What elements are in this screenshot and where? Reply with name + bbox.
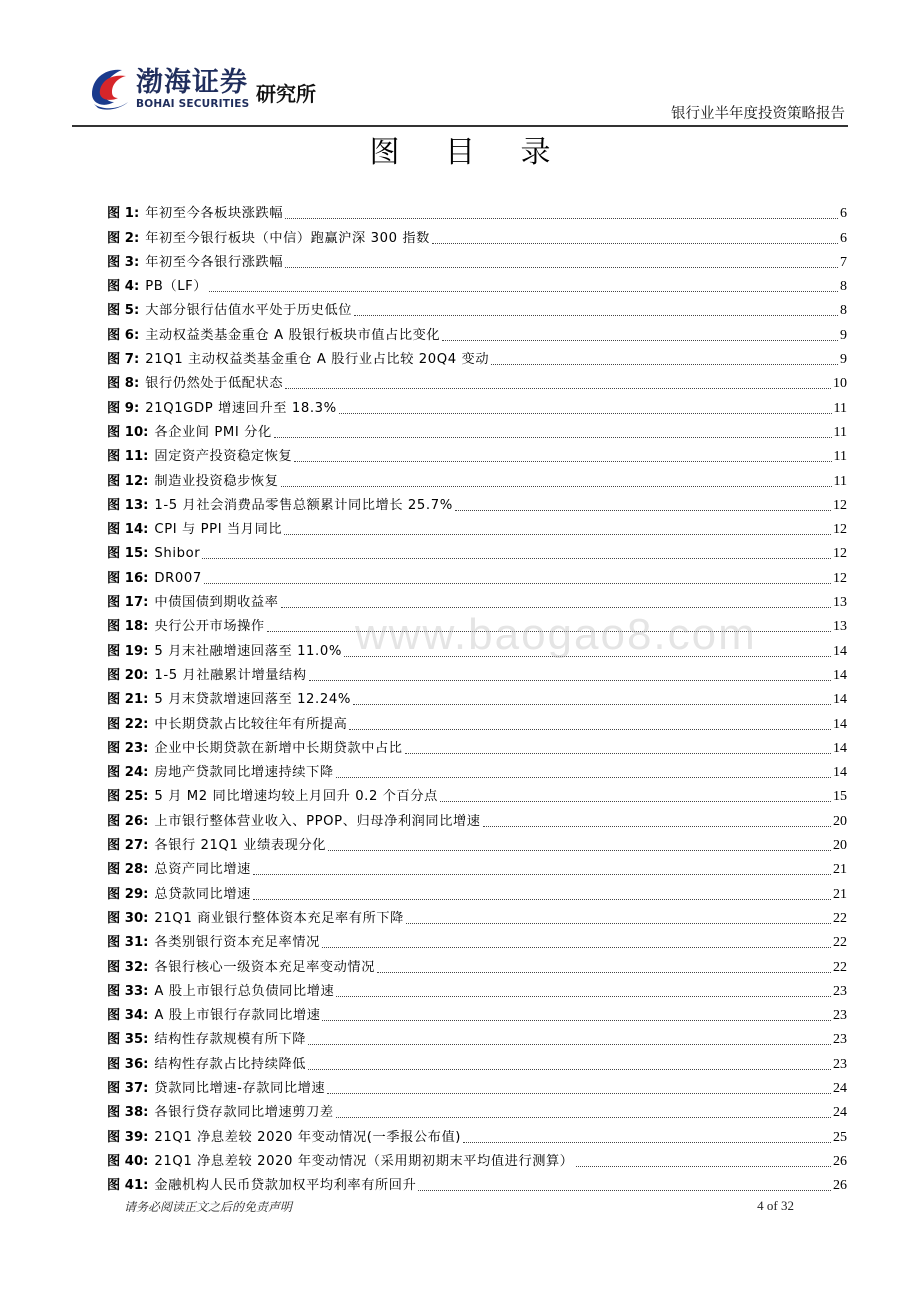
toc-entry[interactable]	[107, 515, 847, 539]
toc-entry-label: 图 41:	[107, 1178, 149, 1194]
toc-entry[interactable]	[107, 393, 847, 417]
toc-entry-page: 13	[833, 619, 847, 635]
toc-entry[interactable]	[107, 782, 847, 806]
toc-entry-page: 8	[840, 303, 847, 319]
toc-entry-leader	[339, 413, 832, 414]
toc-entry-title: 结构性存款占比持续降低	[154, 1056, 307, 1072]
toc-entry[interactable]	[107, 855, 847, 879]
toc-entry-label: 图 30:	[107, 910, 149, 926]
toc-entry[interactable]	[107, 418, 847, 442]
toc-entry-leader	[204, 583, 831, 584]
toc-entry-leader	[202, 558, 831, 559]
toc-entry-label: 图 9:	[107, 400, 140, 416]
toc-entry-leader	[377, 972, 831, 973]
toc-entry[interactable]	[107, 563, 847, 587]
toc-entry-title: PB（LF）	[145, 279, 208, 295]
toc-entry[interactable]	[107, 1074, 847, 1098]
toc-entry-leader	[353, 704, 831, 705]
toc-entry-title: 1-5 月社会消费品零售总额累计同比增长 25.7%	[154, 497, 453, 513]
toc-entry-label: 图 15:	[107, 546, 149, 562]
toc-entry-leader	[440, 801, 831, 802]
toc-entry-page: 24	[833, 1105, 847, 1121]
toc-entry-label: 图 18:	[107, 619, 149, 635]
toc-entry-title: A 股上市银行存款同比增速	[154, 1008, 321, 1024]
toc-entry-leader	[432, 243, 838, 244]
toc-entry-leader	[405, 753, 831, 754]
toc-entry-label: 图 17:	[107, 595, 149, 611]
logo-english-name: BOHAI SECURITIES	[136, 98, 250, 110]
toc-entry-leader	[281, 607, 832, 608]
toc-entry-title: 5 月 M2 同比增速均较上月回升 0.2 个百分点	[154, 789, 438, 805]
toc-entry-leader	[253, 874, 831, 875]
header-divider	[72, 125, 848, 127]
figure-list	[107, 199, 847, 1195]
toc-entry-label: 图 6:	[107, 327, 140, 343]
toc-entry-title: 5 月末社融增速回落至 11.0%	[154, 643, 342, 659]
toc-entry[interactable]	[107, 806, 847, 830]
toc-entry-leader	[253, 899, 831, 900]
toc-entry[interactable]	[107, 588, 847, 612]
toc-entry-label: 图 11:	[107, 449, 149, 465]
toc-entry-label: 图 32:	[107, 959, 149, 975]
toc-entry[interactable]	[107, 223, 847, 247]
bohai-logo-icon	[86, 64, 132, 112]
toc-entry-label: 图 40:	[107, 1153, 149, 1169]
toc-entry-label: 图 19:	[107, 643, 149, 659]
toc-entry-leader	[491, 364, 838, 365]
toc-entry-title: 总贷款同比增速	[154, 886, 251, 902]
toc-entry[interactable]	[107, 1025, 847, 1049]
toc-entry-label: 图 1:	[107, 206, 140, 222]
toc-entry[interactable]	[107, 320, 847, 344]
toc-entry[interactable]	[107, 1147, 847, 1171]
toc-entry-leader	[327, 1093, 831, 1094]
toc-entry-title: 21Q1 净息差较 2020 年变动情况（采用期初期末平均值进行测算）	[154, 1153, 574, 1169]
toc-entry-title: 固定资产投资稳定恢复	[154, 449, 293, 465]
page-header	[0, 0, 920, 130]
toc-entry[interactable]	[107, 1001, 847, 1025]
toc-entry-label: 图 28:	[107, 862, 149, 878]
toc-entry[interactable]	[107, 734, 847, 758]
toc-entry[interactable]	[107, 952, 847, 976]
toc-entry-leader	[284, 534, 831, 535]
toc-entry-title: 贷款同比增速-存款同比增速	[154, 1080, 326, 1096]
toc-entry-leader	[274, 437, 832, 438]
toc-entry-title: 21Q1 商业银行整体资本充足率有所下降	[154, 910, 404, 926]
toc-entry-leader	[406, 923, 831, 924]
toc-entry-title: 各银行 21Q1 业绩表现分化	[154, 838, 327, 854]
toc-entry-page: 9	[840, 352, 847, 368]
toc-entry-page: 25	[833, 1129, 847, 1145]
toc-entry-page: 14	[833, 667, 847, 683]
toc-entry-title: 各银行核心一级资本充足率变动情况	[154, 959, 376, 975]
toc-entry-label: 图 37:	[107, 1080, 149, 1096]
toc-entry-label: 图 25:	[107, 789, 149, 805]
toc-entry-leader	[285, 218, 838, 219]
toc-entry-leader	[209, 291, 838, 292]
toc-entry-leader	[285, 388, 831, 389]
toc-entry-page: 8	[840, 279, 847, 295]
toc-entry-leader	[308, 1069, 831, 1070]
toc-entry-leader	[354, 315, 838, 316]
toc-entry-page: 12	[833, 497, 847, 513]
toc-entry-title: 1-5 月社融累计增量结构	[154, 667, 307, 683]
toc-entry-page: 22	[833, 935, 847, 951]
toc-entry-title: 年初至今各银行涨跌幅	[145, 254, 284, 270]
toc-entry-page: 12	[833, 522, 847, 538]
toc-entry[interactable]	[107, 466, 847, 490]
toc-entry-title: 房地产贷款同比增速持续下降	[154, 765, 334, 781]
toc-entry-title: 央行公开市场操作	[154, 619, 265, 635]
toc-entry-leader	[308, 1044, 831, 1045]
toc-entry[interactable]	[107, 928, 847, 952]
toc-entry-page: 14	[833, 692, 847, 708]
toc-entry-page: 6	[840, 206, 847, 222]
toc-entry-label: 图 2:	[107, 230, 140, 246]
toc-entry-leader	[576, 1166, 831, 1167]
toc-entry-label: 图 8:	[107, 376, 140, 392]
toc-entry-title: DR007	[154, 570, 202, 586]
toc-entry-title: 中债国债到期收益率	[154, 595, 279, 611]
toc-entry-page: 6	[840, 230, 847, 246]
toc-entry-title: Shibor	[154, 546, 201, 562]
toc-entry-leader	[322, 947, 831, 948]
toc-entry[interactable]	[107, 1098, 847, 1122]
toc-entry-page: 23	[833, 1056, 847, 1072]
toc-entry[interactable]	[107, 831, 847, 855]
toc-entry-label: 图 16:	[107, 570, 149, 586]
toc-entry[interactable]	[107, 758, 847, 782]
toc-entry-leader	[309, 680, 831, 681]
toc-entry-leader	[483, 826, 831, 827]
toc-entry[interactable]	[107, 661, 847, 685]
toc-entry-page: 7	[840, 254, 847, 270]
toc-entry-label: 图 35:	[107, 1032, 149, 1048]
toc-entry-title: 中长期贷款占比较往年有所提高	[154, 716, 348, 732]
toc-entry-page: 20	[833, 813, 847, 829]
toc-entry[interactable]	[107, 345, 847, 369]
toc-entry[interactable]	[107, 442, 847, 466]
toc-entry-label: 图 14:	[107, 522, 149, 538]
toc-entry-page: 11	[833, 473, 847, 489]
toc-entry[interactable]	[107, 248, 847, 272]
toc-entry-label: 图 5:	[107, 303, 140, 319]
toc-entry-title: 制造业投资稳步恢复	[154, 473, 279, 489]
toc-entry-leader	[281, 486, 832, 487]
toc-entry-title: CPI 与 PPI 当月同比	[154, 522, 283, 538]
toc-entry-title: 总资产同比增速	[154, 862, 251, 878]
bohai-logo	[86, 64, 326, 120]
toc-entry-title: 银行仍然处于低配状态	[145, 376, 284, 392]
toc-entry-title: 主动权益类基金重仓 A 股银行板块市值占比变化	[145, 327, 441, 343]
toc-entry-label: 图 27:	[107, 838, 149, 854]
toc-entry-title: 21Q1 净息差较 2020 年变动情况(一季报公布值)	[154, 1129, 461, 1145]
toc-entry-title: 上市银行整体营业收入、PPOP、归母净利润同比增速	[154, 813, 481, 829]
toc-entry-title: 企业中长期贷款在新增中长期贷款中占比	[154, 740, 403, 756]
toc-entry-leader	[336, 1117, 831, 1118]
toc-entry-label: 图 33:	[107, 983, 149, 999]
toc-entry-title: 结构性存款规模有所下降	[154, 1032, 307, 1048]
toc-entry-label: 图 36:	[107, 1056, 149, 1072]
toc-entry-label: 图 39:	[107, 1129, 149, 1145]
toc-entry-page: 15	[833, 789, 847, 805]
toc-entry-page: 10	[833, 376, 847, 392]
toc-entry-title: 各银行贷存款同比增速剪刀差	[154, 1105, 334, 1121]
toc-entry-title: 年初至今各板块涨跌幅	[145, 206, 284, 222]
toc-entry-label: 图 23:	[107, 740, 149, 756]
toc-entry-title: 各类别银行资本充足率情况	[154, 935, 320, 951]
watermark: www.baogao8.com	[355, 610, 757, 659]
toc-entry-label: 图 10:	[107, 424, 149, 440]
toc-entry[interactable]	[107, 879, 847, 903]
toc-entry-title: A 股上市银行总负债同比增速	[154, 983, 335, 999]
toc-entry-title: 5 月末贷款增速回落至 12.24%	[154, 692, 351, 708]
toc-entry-page: 20	[833, 838, 847, 854]
toc-entry-label: 图 38:	[107, 1105, 149, 1121]
toc-entry-title: 21Q1GDP 增速回升至 18.3%	[145, 400, 337, 416]
toc-entry-page: 11	[833, 449, 847, 465]
toc-entry-label: 图 12:	[107, 473, 149, 489]
toc-entry-page: 22	[833, 910, 847, 926]
toc-entry[interactable]	[107, 272, 847, 296]
toc-entry-leader	[455, 510, 831, 511]
toc-entry-title: 各企业间 PMI 分化	[154, 424, 272, 440]
report-title: 银行业半年度投资策略报告	[671, 106, 845, 122]
toc-entry[interactable]	[107, 491, 847, 515]
toc-entry-title: 21Q1 主动权益类基金重仓 A 股行业占比较 20Q4 变动	[145, 352, 490, 368]
toc-entry-leader	[322, 1020, 831, 1021]
toc-entry-label: 图 3:	[107, 254, 140, 270]
toc-entry-page: 14	[833, 740, 847, 756]
toc-entry-label: 图 13:	[107, 497, 149, 513]
page-number: 4 of 32	[757, 1198, 794, 1213]
toc-entry-label: 图 26:	[107, 813, 149, 829]
toc-entry-label: 图 34:	[107, 1008, 149, 1024]
toc-entry-label: 图 20:	[107, 667, 149, 683]
toc-entry-page: 23	[833, 983, 847, 999]
toc-entry-leader	[294, 461, 831, 462]
toc-entry-page: 21	[833, 886, 847, 902]
toc-entry[interactable]	[107, 685, 847, 709]
toc-entry-page: 11	[833, 400, 847, 416]
toc-entry-page: 12	[833, 570, 847, 586]
toc-entry-page: 9	[840, 327, 847, 343]
toc-entry-title: 年初至今银行板块（中信）跑赢沪深 300 指数	[145, 230, 430, 246]
toc-entry-page: 14	[833, 765, 847, 781]
toc-entry-page: 26	[833, 1178, 847, 1194]
toc-entry[interactable]	[107, 369, 847, 393]
toc-entry-label: 图 24:	[107, 765, 149, 781]
toc-entry-leader	[463, 1142, 831, 1143]
toc-entry-leader	[336, 996, 831, 997]
toc-entry-leader	[336, 777, 831, 778]
toc-title: 图 目 录	[369, 135, 569, 170]
toc-entry-leader	[442, 340, 838, 341]
toc-entry-leader	[328, 850, 831, 851]
toc-entry-title: 金融机构人民币贷款加权平均利率有所回升	[154, 1178, 417, 1194]
toc-entry[interactable]	[107, 709, 847, 733]
toc-entry-page: 24	[833, 1080, 847, 1096]
toc-entry[interactable]	[107, 199, 847, 223]
toc-entry[interactable]	[107, 904, 847, 928]
toc-entry-page: 23	[833, 1008, 847, 1024]
disclaimer-note: 请务必阅读正文之后的免责声明	[124, 1200, 293, 1214]
page-footer	[0, 1188, 920, 1228]
toc-entry-label: 图 22:	[107, 716, 149, 732]
toc-entry-page: 12	[833, 546, 847, 562]
toc-entry[interactable]	[107, 1049, 847, 1073]
toc-entry-page: 22	[833, 959, 847, 975]
toc-entry-page: 14	[833, 643, 847, 659]
toc-entry-label: 图 31:	[107, 935, 149, 951]
toc-entry-page: 21	[833, 862, 847, 878]
toc-entry[interactable]	[107, 1122, 847, 1146]
toc-entry-page: 13	[833, 595, 847, 611]
logo-chinese-name: 渤海证券	[136, 67, 248, 98]
toc-entry-page: 14	[833, 716, 847, 732]
toc-entry-label: 图 4:	[107, 279, 140, 295]
toc-entry-page: 11	[833, 424, 847, 440]
toc-entry[interactable]	[107, 296, 847, 320]
toc-entry-label: 图 7:	[107, 352, 140, 368]
toc-entry-leader	[285, 267, 838, 268]
toc-entry-label: 图 21:	[107, 692, 149, 708]
institute-name: 研究所	[256, 82, 316, 106]
toc-entry-title: 大部分银行估值水平处于历史低位	[145, 303, 353, 319]
toc-entry-leader	[349, 729, 831, 730]
toc-entry-label: 图 29:	[107, 886, 149, 902]
toc-entry-page: 26	[833, 1153, 847, 1169]
toc-entry[interactable]	[107, 539, 847, 563]
toc-entry[interactable]	[107, 977, 847, 1001]
toc-entry-page: 23	[833, 1032, 847, 1048]
